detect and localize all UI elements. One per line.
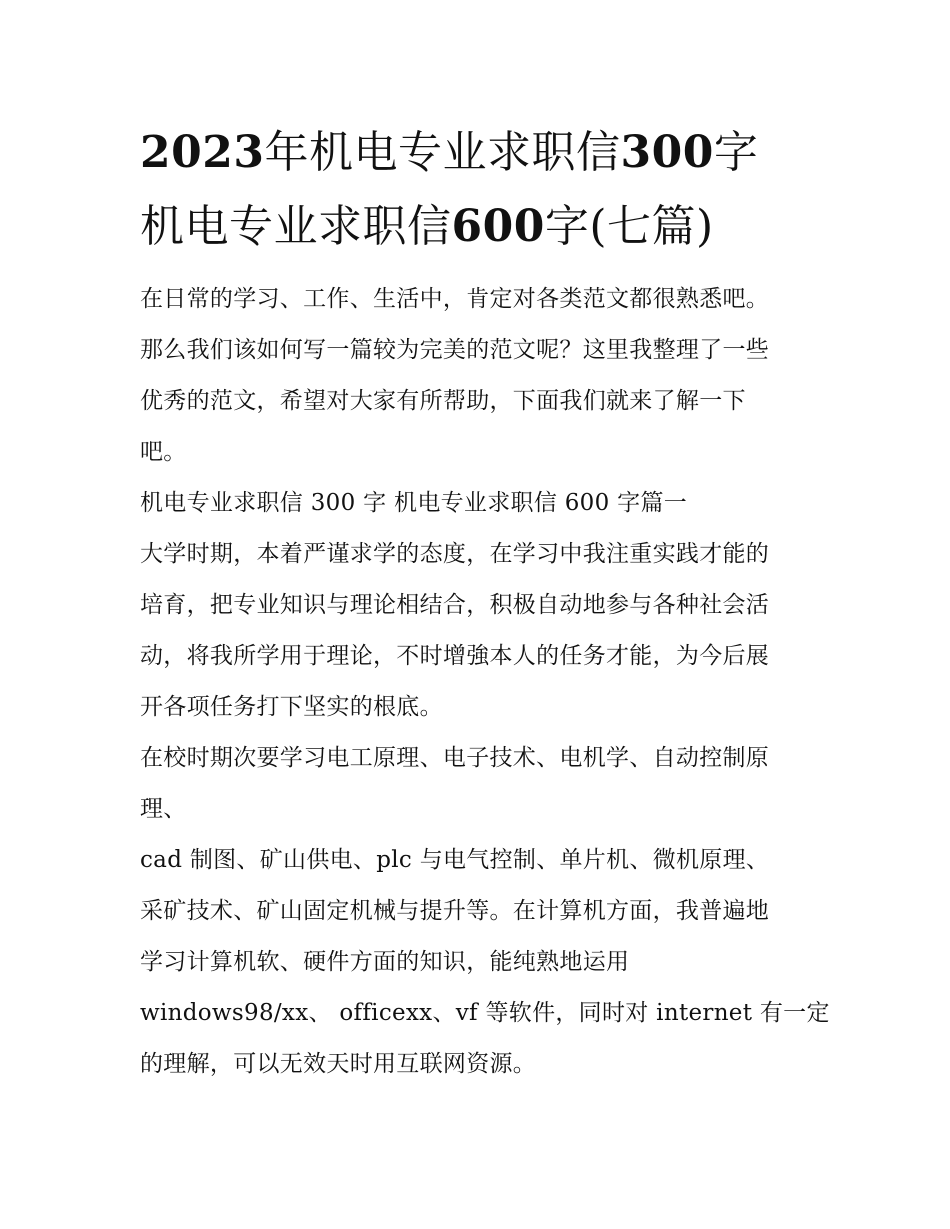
body-line: 优秀的范文，希望对大家有所帮助，下面我们就来了解一下 xyxy=(140,388,746,414)
body-line: 学习计算机软、硬件方面的知识，能纯熟地运用 xyxy=(140,949,630,975)
body-line: 理、 xyxy=(140,796,187,822)
body-line: 在校时期次要学习电工原理、电子技术、电机学、自动控制原 xyxy=(140,745,770,771)
body-line: 的理解，可以无效天时用互联网资源。 xyxy=(140,1051,537,1077)
body-line: 吧。 xyxy=(140,439,187,465)
title-number-600: 600 xyxy=(451,201,545,252)
body-line: windows98/xx、 officexx、vf 等软件，同时对 internet 有一定 xyxy=(140,1000,830,1026)
body-line: 大学时期，本着严谨求学的态度，在学习中我注重实践才能的 xyxy=(140,541,770,567)
body-line: 采矿技术、矿山固定机械与提升等。在计算机方面，我普遍地 xyxy=(140,898,770,924)
body-line: cad 制图、矿山供电、plc 与电气控制、单片机、微机原理、 xyxy=(140,847,770,873)
body-line: 开各项任务打下坚实的根底。 xyxy=(140,694,443,720)
title-text-2: 字 xyxy=(713,127,759,178)
body-line: 培育，把专业知识与理论相结合，积极自动地参与各种社会活 xyxy=(140,592,770,618)
body-line: 在日常的学习、工作、生活中，肯定对各类范文都很熟悉吧。 xyxy=(140,286,770,312)
document-title xyxy=(140,116,820,264)
title-number-300: 300 xyxy=(620,127,714,178)
body-line: 动，将我所学用于理论，不时增強本人的任务才能，为今后展 xyxy=(140,643,770,669)
title-text-4: 字(七篇) xyxy=(544,201,714,252)
body-line: 那么我们该如何写一篇较为完美的范文呢？这里我整理了一些 xyxy=(140,337,770,363)
title-text-3: 机电专业求职信 xyxy=(140,201,452,252)
title-text-1: 年机电专业求职信 xyxy=(264,127,621,178)
section-heading: 机电专业求职信 300 字 机电专业求职信 600 字篇一 xyxy=(140,490,688,516)
title-year: 2023 xyxy=(140,127,265,178)
